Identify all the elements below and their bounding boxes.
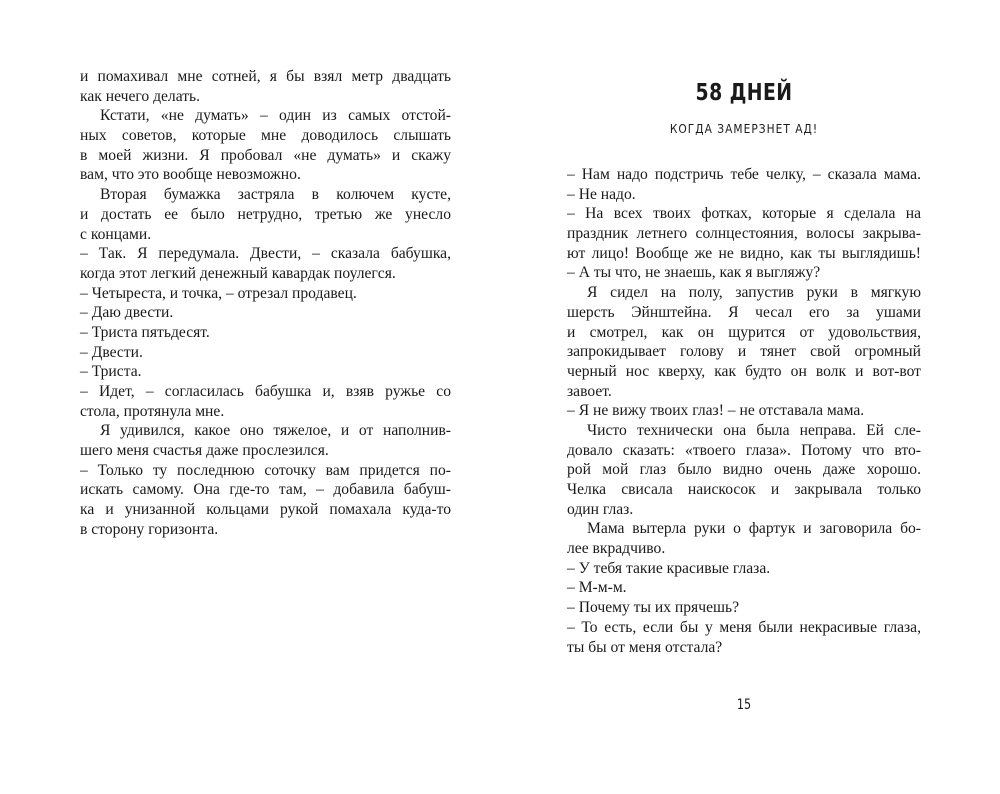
text-line: ных советов, которые мне доводилось слышать (80, 127, 451, 145)
text-line: – Триста. (80, 363, 142, 381)
text-line: черный нос кверху, как будто он волк и вот-вот (567, 362, 921, 380)
text-line: Вторая бумажка застряла в колючем кусте, (100, 186, 451, 204)
right-page-text (567, 165, 921, 657)
text-line: завоет. (567, 382, 612, 400)
text-line: вам, что это вообще невозможно. (80, 166, 301, 184)
text-line: запрокидывает голову и тянет свой огромный (567, 343, 921, 361)
chapter-title: 58 ДНЕЙ (695, 80, 793, 106)
chapter-subtitle: КОГДА ЗАМЕРЗНЕТ АД! (669, 121, 819, 136)
text-line: в сторону горизонта. (80, 520, 219, 538)
text-line: – Нам надо подстричь тебе челку, – сказала мама. (567, 166, 921, 183)
text-line: и помахивал мне сотней, я бы взял метр двадцать (80, 68, 451, 85)
text-line: шего меня счастья даже прослезился. (80, 442, 329, 460)
text-line: – На всех твоих фотках, которые я сделала на (567, 205, 921, 223)
text-line: праздник летнего солнцестояния, волосы закрыва- (567, 225, 921, 243)
text-line: Кстати, «не думать» – один из самых отстой- (100, 107, 451, 125)
text-line: лее вкрадчиво. (567, 540, 666, 558)
text-line: – Двести. (80, 343, 143, 361)
page-number: 15 (736, 697, 752, 713)
text-line: один глаз. (567, 500, 634, 518)
left-page-text (80, 67, 451, 540)
text-line: ка и унизанной кольцами рукой помахала куда-то (80, 501, 451, 519)
text-line: – Так. Я передумала. Двести, – сказала бабушка, (80, 245, 451, 263)
text-line: и смотрел, как он щурится от удовольствия, (567, 323, 921, 341)
text-line: Чисто технически она была неправа. Ей сле- (587, 421, 921, 439)
text-line: – То есть, если бы у меня были некрасивые глаза, (567, 618, 921, 636)
text-line: когда этот легкий денежный кавардак поулегся. (80, 264, 396, 282)
text-line: искать самому. Она где-то там, – добавила бабуш- (80, 481, 451, 499)
text-line: – Я не вижу твоих глаз! – не отставала мама. (567, 402, 865, 420)
text-line: рой мой глаз было видно очень даже хорошо. (567, 461, 921, 479)
text-line: шерсть Эйнштейна. Я чесал его за ушами (567, 303, 921, 321)
text-line: – Только ту последнюю соточку вам придется по- (80, 461, 451, 479)
text-line: ты бы от меня отстала? (567, 638, 723, 656)
text-line: – Не надо. (567, 185, 636, 203)
text-line: – Идет, – согласилась бабушка и, взяв ружье со (80, 383, 451, 400)
text-line: – У тебя такие красивые глаза. (567, 559, 771, 577)
text-line: стола, протянула мне. (80, 402, 225, 420)
text-line: Я удивился, какое оно тяжелое, и от наполнив- (100, 422, 451, 440)
text-line: – Почему ты их прячешь? (567, 599, 740, 617)
text-line: в моей жизни. Я пробовал «не думать» и скажу (80, 146, 451, 164)
text-line: с концами. (80, 225, 152, 243)
text-line: довало сказать: «твоего глаза». Потому что вто- (567, 441, 921, 459)
text-line: – Даю двести. (80, 304, 174, 322)
text-line: – Четыреста, и точка, – отрезал продавец. (80, 284, 357, 302)
text-line: – М-м-м. (567, 579, 627, 597)
text-line: Челка свисала наискосок и закрывала только (567, 481, 921, 498)
text-line: ют лицо! Вообще же не видно, как ты выглядишь! (567, 244, 921, 262)
text-line: – А ты что, не знаешь, как я выгляжу? (567, 264, 821, 282)
text-line: Я сидел на полу, запустив руки в мягкую (587, 284, 921, 302)
text-line: Мама вытерла руки о фартук и заговорила бо- (587, 520, 921, 538)
text-line: и достать ее было нетрудно, третью же унесло (80, 205, 451, 223)
text-line: как нечего делать. (80, 87, 201, 105)
text-line: – Триста пятьдесят. (80, 323, 210, 341)
